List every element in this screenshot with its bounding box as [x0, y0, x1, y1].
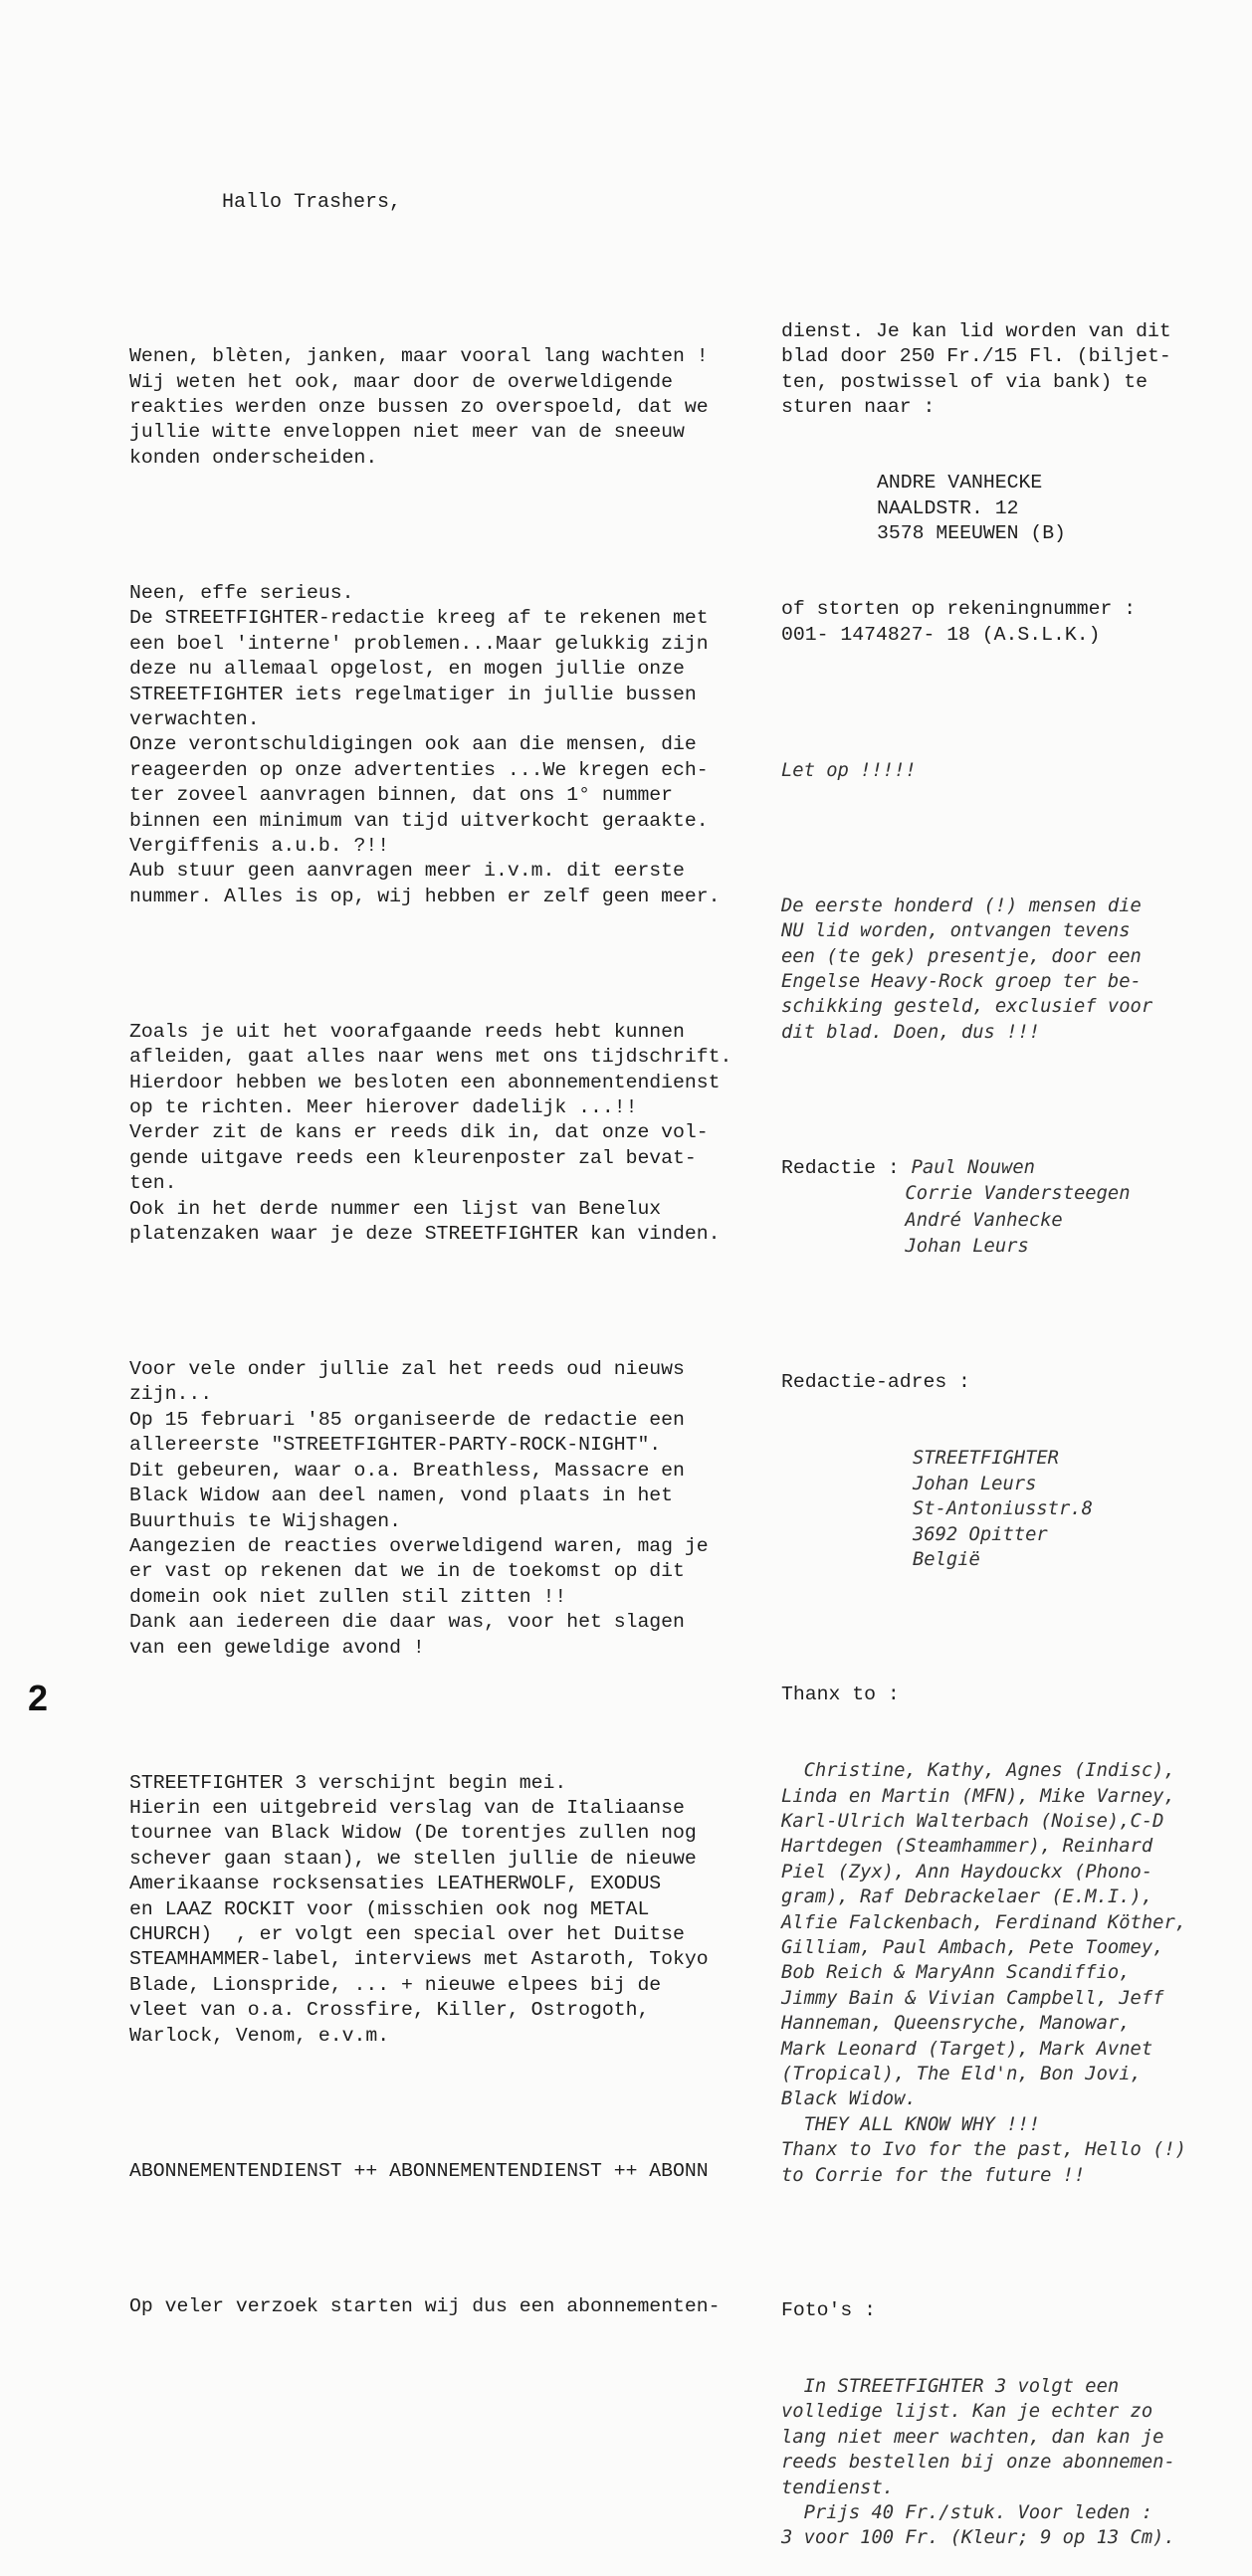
postal-address: ANDRE VANHECKE NAALDSTR. 12 3578 MEEUWEN (B): [877, 472, 1066, 545]
thanx-list: Christine, Kathy, Agnes (Indisc), Linda en Martin (MFN), Mike Varney, Karl-Ulrich Walterbach (Noise),C-D Hartdegen (Steamhammer), Reinhard Piel (Zyx), Ann Haydouckx (Phono- gram), Raf Debrackelaer (E.M.I.), Alfie Falckenbach, Ferdinand Köther, Gilliam, Paul Ambach, Pete Toomey, Bob Reich & MaryAnn Scandiffio, Jimmy Bain & Vivian Campbell, Jeff Hanneman, Queensryche, Manowar, Mark Leonard (Target), Mark Avnet (Tropical), The Eld'n, Bon Jovi, Black Widow. THEY ALL KNOW WHY !!! Thanx to Ivo for the past, Hello (!) to Corrie for the future !!: [781, 1760, 1187, 2186]
subscription-intro: Op veler verzoek starten wij dus een abonnementen-: [129, 2294, 721, 2317]
offer-paragraph: De eerste honderd (!) mensen die NU lid worden, ontvangen tevens een (te gek) presentje, door een Engelse Heavy-Rock groep ter be- schikking gesteld, exclusief voor dit blad. Doen, dus !!!: [781, 894, 1153, 1043]
intro-paragraph: Wenen, blèten, janken, maar vooral lang wachten ! Wij weten het ook, maar door de overweldigende reakties werden onze bussen zo overspoeld, dat we jullie witte enveloppen niet meer van de sneeuw konden onderscheiden.: [129, 345, 709, 469]
right-column: [781, 269, 1186, 2576]
apology-paragraph: Neen, effe serieus. De STREETFIGHTER-redactie kreeg af te rekenen met een boel 'interne' problemen...Maar gelukkig zijn deze nu allemaal opgelost, en mogen jullie onze STREETFIGHTER iets regelmatiger in jullie bussen verwachten. Onze verontschuldigingen ook aan die mensen, die reageerden op onze advertenties ...We kregen ech- ter zoveel aanvragen binnen, dat ons 1° nummer binnen een minimum van tijd uitverkocht geraakte. Vergiffenis a.u.b. ?!! Aub stuur geen aanvragen meer i.v.m. dit eerste nummer. Alles is op, wij hebben er zelf geen meer.: [129, 581, 721, 907]
subscription-text: dienst. Je kan lid worden van dit blad door 250 Fr./15 Fl. (biljet- ten, postwissel of via bank) te sturen naar :: [781, 319, 1171, 419]
redactie-block: Redactie : Paul Nouwen Corrie Vandersteegen André Vanhecke Johan Leurs: [781, 1156, 1131, 1258]
greeting: Hallo Trashers,: [222, 191, 402, 214]
thanx-label: Thanx to :: [781, 1683, 900, 1705]
party-paragraph: Voor vele onder jullie zal het reeds oud nieuws zijn... Op 15 februari '85 organiseerde de redactie een allereerste "STREETFIGHTER-PARTY-ROCK-NIGHT". Dit gebeuren, waar o.a. Breathless, Massacre en Black Widow aan deel namen, vond plaats in het Buurthuis te Wijshagen. Aangezien de reacties overweldigend waren, mag je er vast op rekenen dat we in de toekomst op dit domein ook niet zullen stil zitten !! Dank aan iedereen die daar was, voor het slagen van een geweldige avond !: [129, 1358, 709, 1659]
left-column: [129, 269, 731, 2345]
let-op-heading: Let op !!!!!: [781, 759, 917, 781]
foto-paragraph: In STREETFIGHTER 3 volgt een volledige lijst. Kan je echter zo lang niet meer wachten, dan kan je reeds bestellen bij onze abonnemen- tendienst. Prijs 40 Fr./stuk. Voor leden : 3 voor 100 Fr. (Kleur; 9 op 13 Cm).: [781, 2375, 1175, 2549]
subscription-banner: ABONNEMENTENDIENST ++ ABONNEMENTENDIENST ++ ABONN: [129, 2159, 709, 2182]
bank-account: of storten op rekeningnummer : 001- 1474827- 18 (A.S.L.K.): [781, 598, 1137, 646]
redactie-adres-label: Redactie-adres :: [781, 1371, 970, 1394]
foto-label: Foto's :: [781, 2298, 876, 2321]
redactie-label: Redactie :: [781, 1156, 900, 1179]
page-number: 2: [28, 1678, 49, 1718]
news-paragraph: Zoals je uit het voorafgaande reeds hebt kunnen afleiden, gaat alles naar wens met ons tijdschrift. Hierdoor hebben we besloten een abonnementendienst op te richten. Meer hierover dadelijk ...!! Verder zit de kans er reeds dik in, dat onze vol- gende uitgave reeds een kleurenposter zal bevat- ten. Ook in het derde nummer een lijst van Benelux platenzaken waar je deze STREETFIGHTER kan vinden.: [129, 1020, 732, 1246]
next-issue-paragraph: STREETFIGHTER 3 verschijnt begin mei. Hierin een uitgebreid verslag van de Italiaanse tournee van Black Widow (De torentjes zullen nog schever gaan staan), we stellen jullie de nieuwe Amerikaanse rocksensaties LEATHERWOLF, EXODUS en LAAZ ROCKIT voor (misschien ook nog METAL CHURCH) , er volgt een special over het Duitse STEAMHAMMER-label, interviews met Astaroth, Tokyo Blade, Lionspride, ... + nieuwe elpees bij de vleet van o.a. Crossfire, Killer, Ostrogoth, Warlock, Venom, e.v.m.: [129, 1771, 709, 2047]
redactie-adres: STREETFIGHTER Johan Leurs St-Antoniusstr.8 3692 Opitter België: [913, 1448, 1093, 1570]
